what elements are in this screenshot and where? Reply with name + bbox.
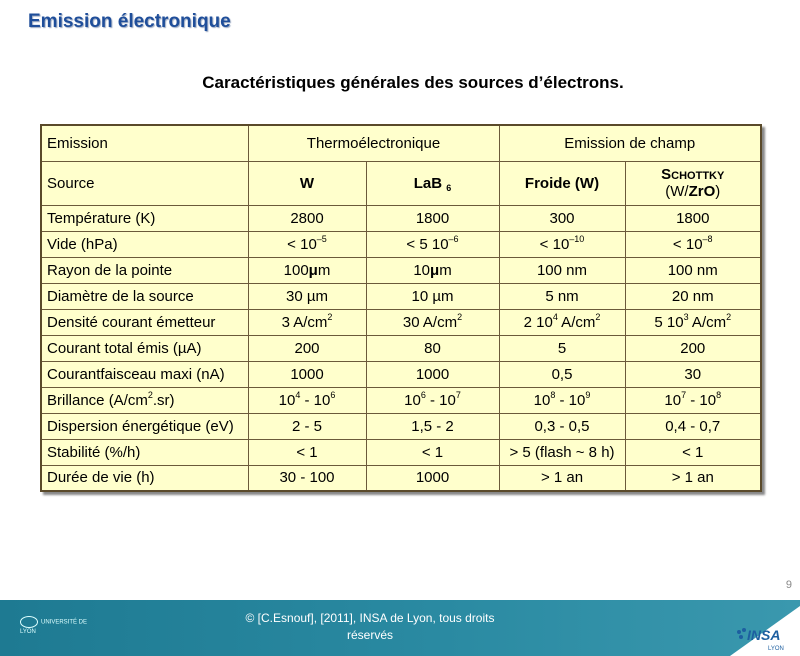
cell-w: [248, 387, 366, 413]
cell-w: [248, 257, 366, 283]
schottky-open: (W/: [665, 183, 689, 200]
value: 10: [533, 391, 551, 409]
cell-w: 1000: [248, 361, 366, 387]
cell-w: 200: [248, 335, 366, 361]
exponent: 6: [330, 389, 336, 400]
cell-lab6: [366, 309, 499, 335]
cell-w: 30 µm: [248, 283, 366, 309]
schottky-close: ): [715, 183, 721, 200]
label-part: .sr): [152, 391, 175, 409]
cell-lab6: 1000: [366, 465, 499, 491]
unit: A/cm: [688, 313, 727, 331]
exponent: 2: [327, 311, 333, 322]
cell-lab6: [366, 257, 499, 283]
exponent: –10: [569, 233, 585, 244]
table-row: [41, 309, 761, 335]
row-label: Vide (hPa): [41, 231, 248, 257]
unit: m: [439, 261, 452, 279]
page-number: 9: [785, 579, 792, 591]
mu-symbol: μ: [308, 261, 318, 279]
value: < 10: [672, 235, 703, 253]
footer-bar: [0, 600, 800, 656]
cell-froide: 0,5: [499, 361, 625, 387]
table-row: [41, 387, 761, 413]
electron-sources-table: [40, 124, 762, 492]
value: 10: [413, 261, 430, 279]
cell-schottky: 200: [625, 335, 761, 361]
schottky-label: Schottky: [661, 166, 725, 183]
value: 10: [664, 391, 682, 409]
cell-lab6: 1800: [366, 205, 499, 231]
value: 100: [283, 261, 309, 279]
exponent: 2: [595, 311, 601, 322]
cell-w: [248, 231, 366, 257]
cell-schottky: 30: [625, 361, 761, 387]
header-emission: Emission: [41, 125, 248, 161]
exponent: 2: [726, 311, 732, 322]
cell-lab6: [366, 231, 499, 257]
cell-schottky: [625, 231, 761, 257]
header-froide: Froide (W): [499, 161, 625, 205]
cell-w: 30 - 100: [248, 465, 366, 491]
insa-logo-dot-icon: [739, 635, 743, 639]
exponent: 3: [683, 311, 689, 322]
exponent: 6: [420, 389, 426, 400]
row-label: Stabilité (%/h): [41, 439, 248, 465]
row-label: Densité courant émetteur: [41, 309, 248, 335]
insa-logo-subtext: LYON: [768, 646, 784, 652]
row-label: Durée de vie (h): [41, 465, 248, 491]
cell-schottky: 1800: [625, 205, 761, 231]
cell-schottky: 100 nm: [625, 257, 761, 283]
insa-logo-text: INSA: [747, 627, 781, 643]
cell-w: [248, 309, 366, 335]
table-row: [41, 335, 761, 361]
value: 2 10: [523, 313, 553, 331]
cell-froide: > 5 (flash ~ 8 h): [499, 439, 625, 465]
value: - 10: [686, 391, 717, 409]
cell-froide: 300: [499, 205, 625, 231]
cell-froide: 0,3 - 0,5: [499, 413, 625, 439]
cell-froide: 100 nm: [499, 257, 625, 283]
row-label: Courantfaisceau maxi (nA): [41, 361, 248, 387]
header-field: Emission de champ: [499, 125, 761, 161]
slide-title: Emission électronique: [28, 11, 231, 32]
lyon-logo-text: UNIVERSITÉ DE LYON: [20, 619, 88, 635]
header-thermo: Thermoélectronique: [248, 125, 499, 161]
table-row: [41, 283, 761, 309]
schottky-zro: ZrO: [688, 183, 716, 200]
exponent: 8: [550, 389, 556, 400]
value: < 5 10: [406, 235, 449, 253]
copyright-text: [200, 610, 540, 644]
exponent: –6: [448, 233, 459, 244]
insa-logo-dot-icon: [737, 630, 741, 634]
header-source: Source: [41, 161, 248, 205]
exponent: 4: [552, 311, 558, 322]
copyright-line: réservés: [346, 628, 393, 642]
table-row: [41, 125, 761, 161]
cell-froide: [499, 387, 625, 413]
cell-schottky: 0,4 - 0,7: [625, 413, 761, 439]
exponent: –5: [316, 233, 327, 244]
unit: A/cm: [557, 313, 596, 331]
cell-w: 2 - 5: [248, 413, 366, 439]
cell-froide: [499, 309, 625, 335]
cell-froide: > 1 an: [499, 465, 625, 491]
table-row: [41, 439, 761, 465]
value: 3 A/cm: [281, 313, 328, 331]
mu-symbol: μ: [430, 261, 440, 279]
cell-lab6: 1,5 - 2: [366, 413, 499, 439]
value: < 10: [539, 235, 570, 253]
row-label: Température (K): [41, 205, 248, 231]
lab6-label: LaB: [413, 174, 443, 192]
cell-froide: 5: [499, 335, 625, 361]
cell-schottky: > 1 an: [625, 465, 761, 491]
table-caption: Caractéristiques générales des sources d’électrons.: [202, 73, 624, 92]
value: 10: [404, 391, 421, 409]
value: - 10: [425, 391, 456, 409]
row-label: Diamètre de la source: [41, 283, 248, 309]
value: 5 10: [654, 313, 684, 331]
cell-lab6: < 1: [366, 439, 499, 465]
value: - 10: [300, 391, 331, 409]
exponent: 7: [455, 389, 461, 400]
cell-lab6: 10 µm: [366, 283, 499, 309]
header-w: W: [248, 161, 366, 205]
cell-schottky: 20 nm: [625, 283, 761, 309]
table-row: [41, 465, 761, 491]
row-label: [41, 387, 248, 413]
cell-schottky: [625, 387, 761, 413]
cell-lab6: [366, 387, 499, 413]
value: < 10: [287, 235, 317, 253]
cell-schottky: [625, 309, 761, 335]
insa-logo-dot-icon: [742, 628, 746, 632]
lab6-subscript: 6: [446, 182, 452, 193]
lyon-logo-mark-icon: [20, 616, 38, 628]
cell-froide: 5 nm: [499, 283, 625, 309]
table-row: [41, 205, 761, 231]
header-lab6: [366, 161, 499, 205]
copyright-line: © [C.Esnouf], [2011], INSA de Lyon, tous droits: [245, 611, 495, 625]
exponent: 7: [681, 389, 687, 400]
cell-schottky: < 1: [625, 439, 761, 465]
cell-w: < 1: [248, 439, 366, 465]
table-row: [41, 361, 761, 387]
value: - 10: [555, 391, 586, 409]
table-row: [41, 161, 761, 205]
row-label: Dispersion énergétique (eV): [41, 413, 248, 439]
row-label: Rayon de la pointe: [41, 257, 248, 283]
exponent: 9: [585, 389, 591, 400]
exponent: 4: [295, 389, 301, 400]
exponent: 2: [457, 311, 463, 322]
value: 10: [278, 391, 296, 409]
table-row: [41, 413, 761, 439]
unit: m: [317, 261, 331, 279]
label-part: Brillance (A/cm: [47, 391, 148, 409]
exponent: 2: [147, 389, 153, 400]
exponent: –8: [702, 233, 713, 244]
header-schottky: [625, 161, 761, 205]
universite-de-lyon-logo: [20, 616, 100, 640]
table-row: [41, 257, 761, 283]
cell-lab6: 80: [366, 335, 499, 361]
cell-w: 2800: [248, 205, 366, 231]
cell-lab6: 1000: [366, 361, 499, 387]
insa-lyon-logo: [690, 600, 800, 656]
cell-froide: [499, 231, 625, 257]
value: 30 A/cm: [402, 313, 458, 331]
table-row: [41, 231, 761, 257]
exponent: 8: [716, 389, 722, 400]
row-label: Courant total émis (µA): [41, 335, 248, 361]
